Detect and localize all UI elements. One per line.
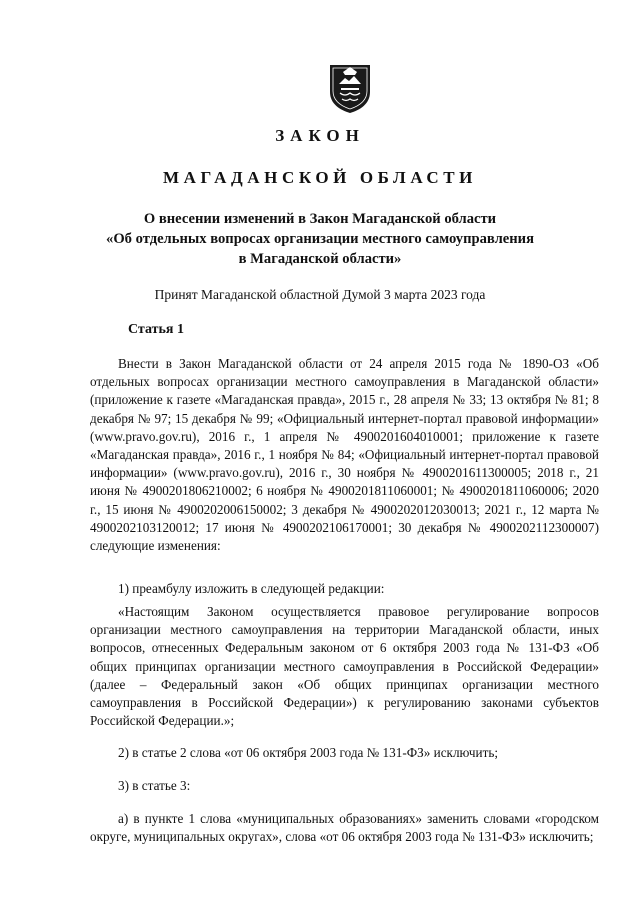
law-title-line: О внесении изменений в Закон Магаданской области [143,211,497,227]
law-title [80,209,560,269]
amendment-item-3a: а) в пункте 1 слова «муниципальных образованиях» заменить словами «городском округе, муниципальных округах», слова «от 06 октября 2003 года № 131-ФЗ» исключить; [90,811,599,845]
adoption-note: Принят Магаданской областной Думой 3 марта 2023 года [154,287,486,302]
intro-paragraph: Внести в Закон Магаданской области от 24 апреля 2015 года № 1890-ОЗ «Об отдельных вопросах организации местного самоуправления в Магаданской области» (приложение к газете «Магаданская правда», 2015 г., 28 апреля № 33; 13 октября № 81; 8 декабря № 97; 15 декабря № 99; «Официальный интернет-портал правовой информации» (www.pravo.gov.ru), 2016 г., 1 апреля № 4900201604010001; приложение к газете «Магаданская правда», 2016 г., 1 ноября № 84; «Официальный интернет-портал правовой информации» (www.pravo.gov.ru), 2016 г., 30 ноября № 4900201611300005; 2018 г., 21 июня № 4900201806210002; 6 ноября № 4900201811060001; № 4900201811060006; 2020 г., 15 июня № 4900202006150002; 3 декабря № 4900202012030013; 2021 г., 12 марта № 4900202103120012; 17 июня № 4900202106170001; 30 декабря № 4900202112300007) следующие изменения: [90,356,599,554]
law-title-line: в Магаданской области» [238,251,402,267]
amendment-item-1: 1) преамбулу изложить в следующей редакции: [118,581,385,596]
coat-of-arms-icon [327,62,373,114]
document-type-heading: ЗАКОН [275,126,365,145]
law-title-line: «Об отдельных вопросах организации местного самоуправления [106,231,534,247]
article-heading: Статья 1 [128,322,184,337]
amendment-item-2: 2) в статье 2 слова «от 06 октября 2003 года № 131-ФЗ» исключить; [118,745,499,760]
region-heading: МАГАДАНСКОЙ ОБЛАСТИ [162,168,477,187]
amendment-item-3: 3) в статье 3: [118,778,191,793]
amendment-item-1-quote: «Настоящим Законом осуществляется правовое регулирование вопросов организации местного самоуправления на территории Магаданской области, иных вопросов, отнесенных Федеральным законом от 6 октября 2003 года № 131-ФЗ «Об общих принципах организации местного самоуправления в Российской Федерации» (далее – Федеральный закон «Об общих принципах организации местного самоуправления в Российской Федерации») к регулированию законами субъектов Российской Федерации.»; [90,604,599,729]
